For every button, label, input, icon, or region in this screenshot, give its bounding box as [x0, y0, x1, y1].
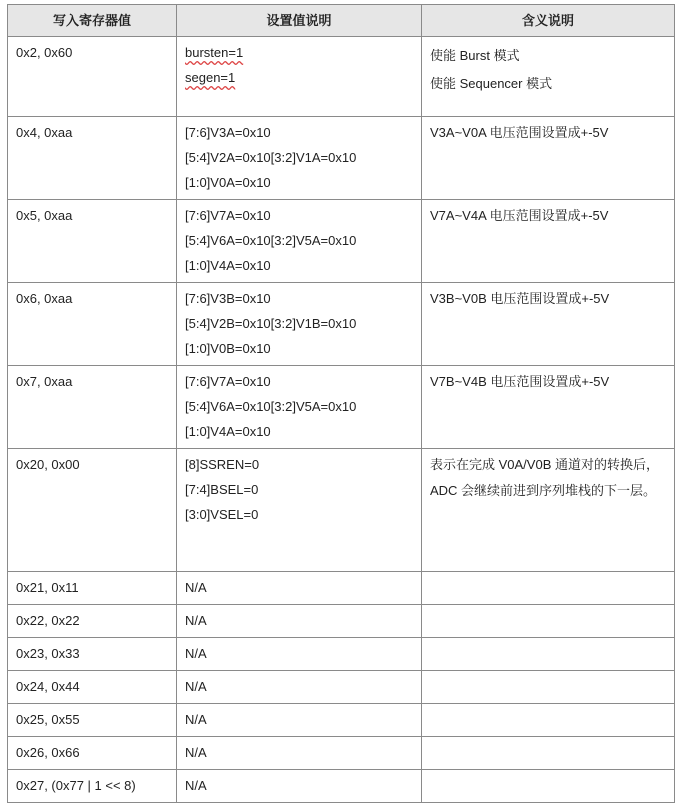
table-row — [8, 449, 675, 572]
setting-cell — [177, 283, 422, 366]
register-value-cell — [8, 37, 177, 117]
setting-cell — [177, 770, 422, 803]
table-row — [8, 572, 675, 605]
meaning-line: V7B~V4B 电压范围设置成+-5V — [430, 374, 610, 389]
setting-line: N/A — [185, 613, 207, 628]
meaning-cell — [422, 200, 675, 283]
meaning-cell — [422, 37, 675, 117]
setting-line: [7:6]V3B=0x10 — [185, 291, 271, 306]
meaning-cell — [422, 704, 675, 737]
register-value: 0x24, 0x44 — [16, 679, 80, 694]
meaning-cell — [422, 737, 675, 770]
table-row — [8, 200, 675, 283]
setting-line: [5:4]V2A=0x10[3:2]V1A=0x10 — [185, 150, 357, 165]
setting-cell — [177, 704, 422, 737]
setting-cell — [177, 366, 422, 449]
meaning-cell — [422, 366, 675, 449]
setting-line: [5:4]V2B=0x10[3:2]V1B=0x10 — [185, 316, 357, 331]
register-value: 0x23, 0x33 — [16, 646, 80, 661]
meaning-paragraph: 表示在完成 V0A/V0B 通道对的转换后，ADC 会继续前进到序列堆栈的下一层。 — [430, 457, 659, 498]
header-register-value: 写入寄存器值 — [8, 5, 177, 37]
setting-line: N/A — [185, 580, 207, 595]
setting-line: [3:0]VSEL=0 — [185, 507, 259, 522]
setting-line: [7:6]V7A=0x10 — [185, 374, 271, 389]
table-row — [8, 737, 675, 770]
setting-line: N/A — [185, 745, 207, 760]
meaning-line: 使能 Burst 模式 — [430, 48, 520, 63]
setting-line: N/A — [185, 712, 207, 727]
setting-line: [1:0]V4A=0x10 — [185, 424, 271, 439]
setting-line: [7:6]V7A=0x10 — [185, 208, 271, 223]
setting-line: [8]SSREN=0 — [185, 457, 260, 472]
register-value-cell — [8, 366, 177, 449]
register-value-cell — [8, 200, 177, 283]
meaning-cell — [422, 638, 675, 671]
register-value-cell — [8, 704, 177, 737]
register-value: 0x20, 0x00 — [16, 457, 80, 472]
table-row — [8, 671, 675, 704]
setting-line: N/A — [185, 679, 207, 694]
register-value: 0x7, 0xaa — [16, 374, 73, 389]
setting-line: [1:0]V0A=0x10 — [185, 175, 271, 190]
register-value-cell — [8, 605, 177, 638]
meaning-cell — [422, 605, 675, 638]
register-value-cell — [8, 117, 177, 200]
register-value-cell — [8, 572, 177, 605]
header-setting-description: 设置值说明 — [177, 5, 422, 37]
meaning-line: V3B~V0B 电压范围设置成+-5V — [430, 291, 610, 306]
setting-cell — [177, 671, 422, 704]
table-row — [8, 37, 675, 117]
meaning-line: 使能 Sequencer 模式 — [430, 76, 553, 91]
register-value: 0x25, 0x55 — [16, 712, 80, 727]
setting-cell — [177, 200, 422, 283]
setting-line: bursten=1 — [185, 45, 244, 60]
table-row — [8, 283, 675, 366]
setting-line: [5:4]V6A=0x10[3:2]V5A=0x10 — [185, 399, 357, 414]
meaning-cell — [422, 283, 675, 366]
register-value-cell — [8, 283, 177, 366]
header-meaning-description: 含义说明 — [422, 5, 675, 37]
setting-line: N/A — [185, 646, 207, 661]
register-value: 0x26, 0x66 — [16, 745, 80, 760]
meaning-cell — [422, 671, 675, 704]
table-row — [8, 366, 675, 449]
table-row — [8, 117, 675, 200]
setting-line: [1:0]V4A=0x10 — [185, 258, 271, 273]
register-value: 0x4, 0xaa — [16, 125, 73, 140]
setting-line: [5:4]V6A=0x10[3:2]V5A=0x10 — [185, 233, 357, 248]
meaning-line: V3A~V0A 电压范围设置成+-5V — [430, 125, 609, 140]
setting-cell — [177, 449, 422, 572]
register-value-cell — [8, 449, 177, 572]
register-value: 0x22, 0x22 — [16, 613, 80, 628]
setting-line: [7:4]BSEL=0 — [185, 482, 259, 497]
register-table — [7, 4, 675, 803]
meaning-cell — [422, 572, 675, 605]
meaning-line: V7A~V4A 电压范围设置成+-5V — [430, 208, 609, 223]
register-value-cell — [8, 638, 177, 671]
table-row — [8, 770, 675, 803]
meaning-cell — [422, 770, 675, 803]
setting-cell — [177, 605, 422, 638]
setting-cell — [177, 638, 422, 671]
setting-line: [7:6]V3A=0x10 — [185, 125, 271, 140]
register-value: 0x21, 0x11 — [16, 580, 79, 595]
setting-cell — [177, 572, 422, 605]
header-row — [8, 5, 675, 37]
table-row — [8, 638, 675, 671]
register-value: 0x6, 0xaa — [16, 291, 73, 306]
register-value: 0x5, 0xaa — [16, 208, 73, 223]
register-value: 0x27, (0x77 | 1 << 8) — [16, 778, 136, 793]
setting-cell — [177, 737, 422, 770]
register-value-cell — [8, 770, 177, 803]
setting-cell — [177, 37, 422, 117]
register-value-cell — [8, 737, 177, 770]
meaning-cell — [422, 449, 675, 572]
setting-line: segen=1 — [185, 70, 236, 85]
register-value-cell — [8, 671, 177, 704]
table-row — [8, 605, 675, 638]
setting-cell — [177, 117, 422, 200]
table-row — [8, 704, 675, 737]
register-value: 0x2, 0x60 — [16, 45, 73, 60]
meaning-cell — [422, 117, 675, 200]
setting-line: [1:0]V0B=0x10 — [185, 341, 271, 356]
setting-line: N/A — [185, 778, 207, 793]
